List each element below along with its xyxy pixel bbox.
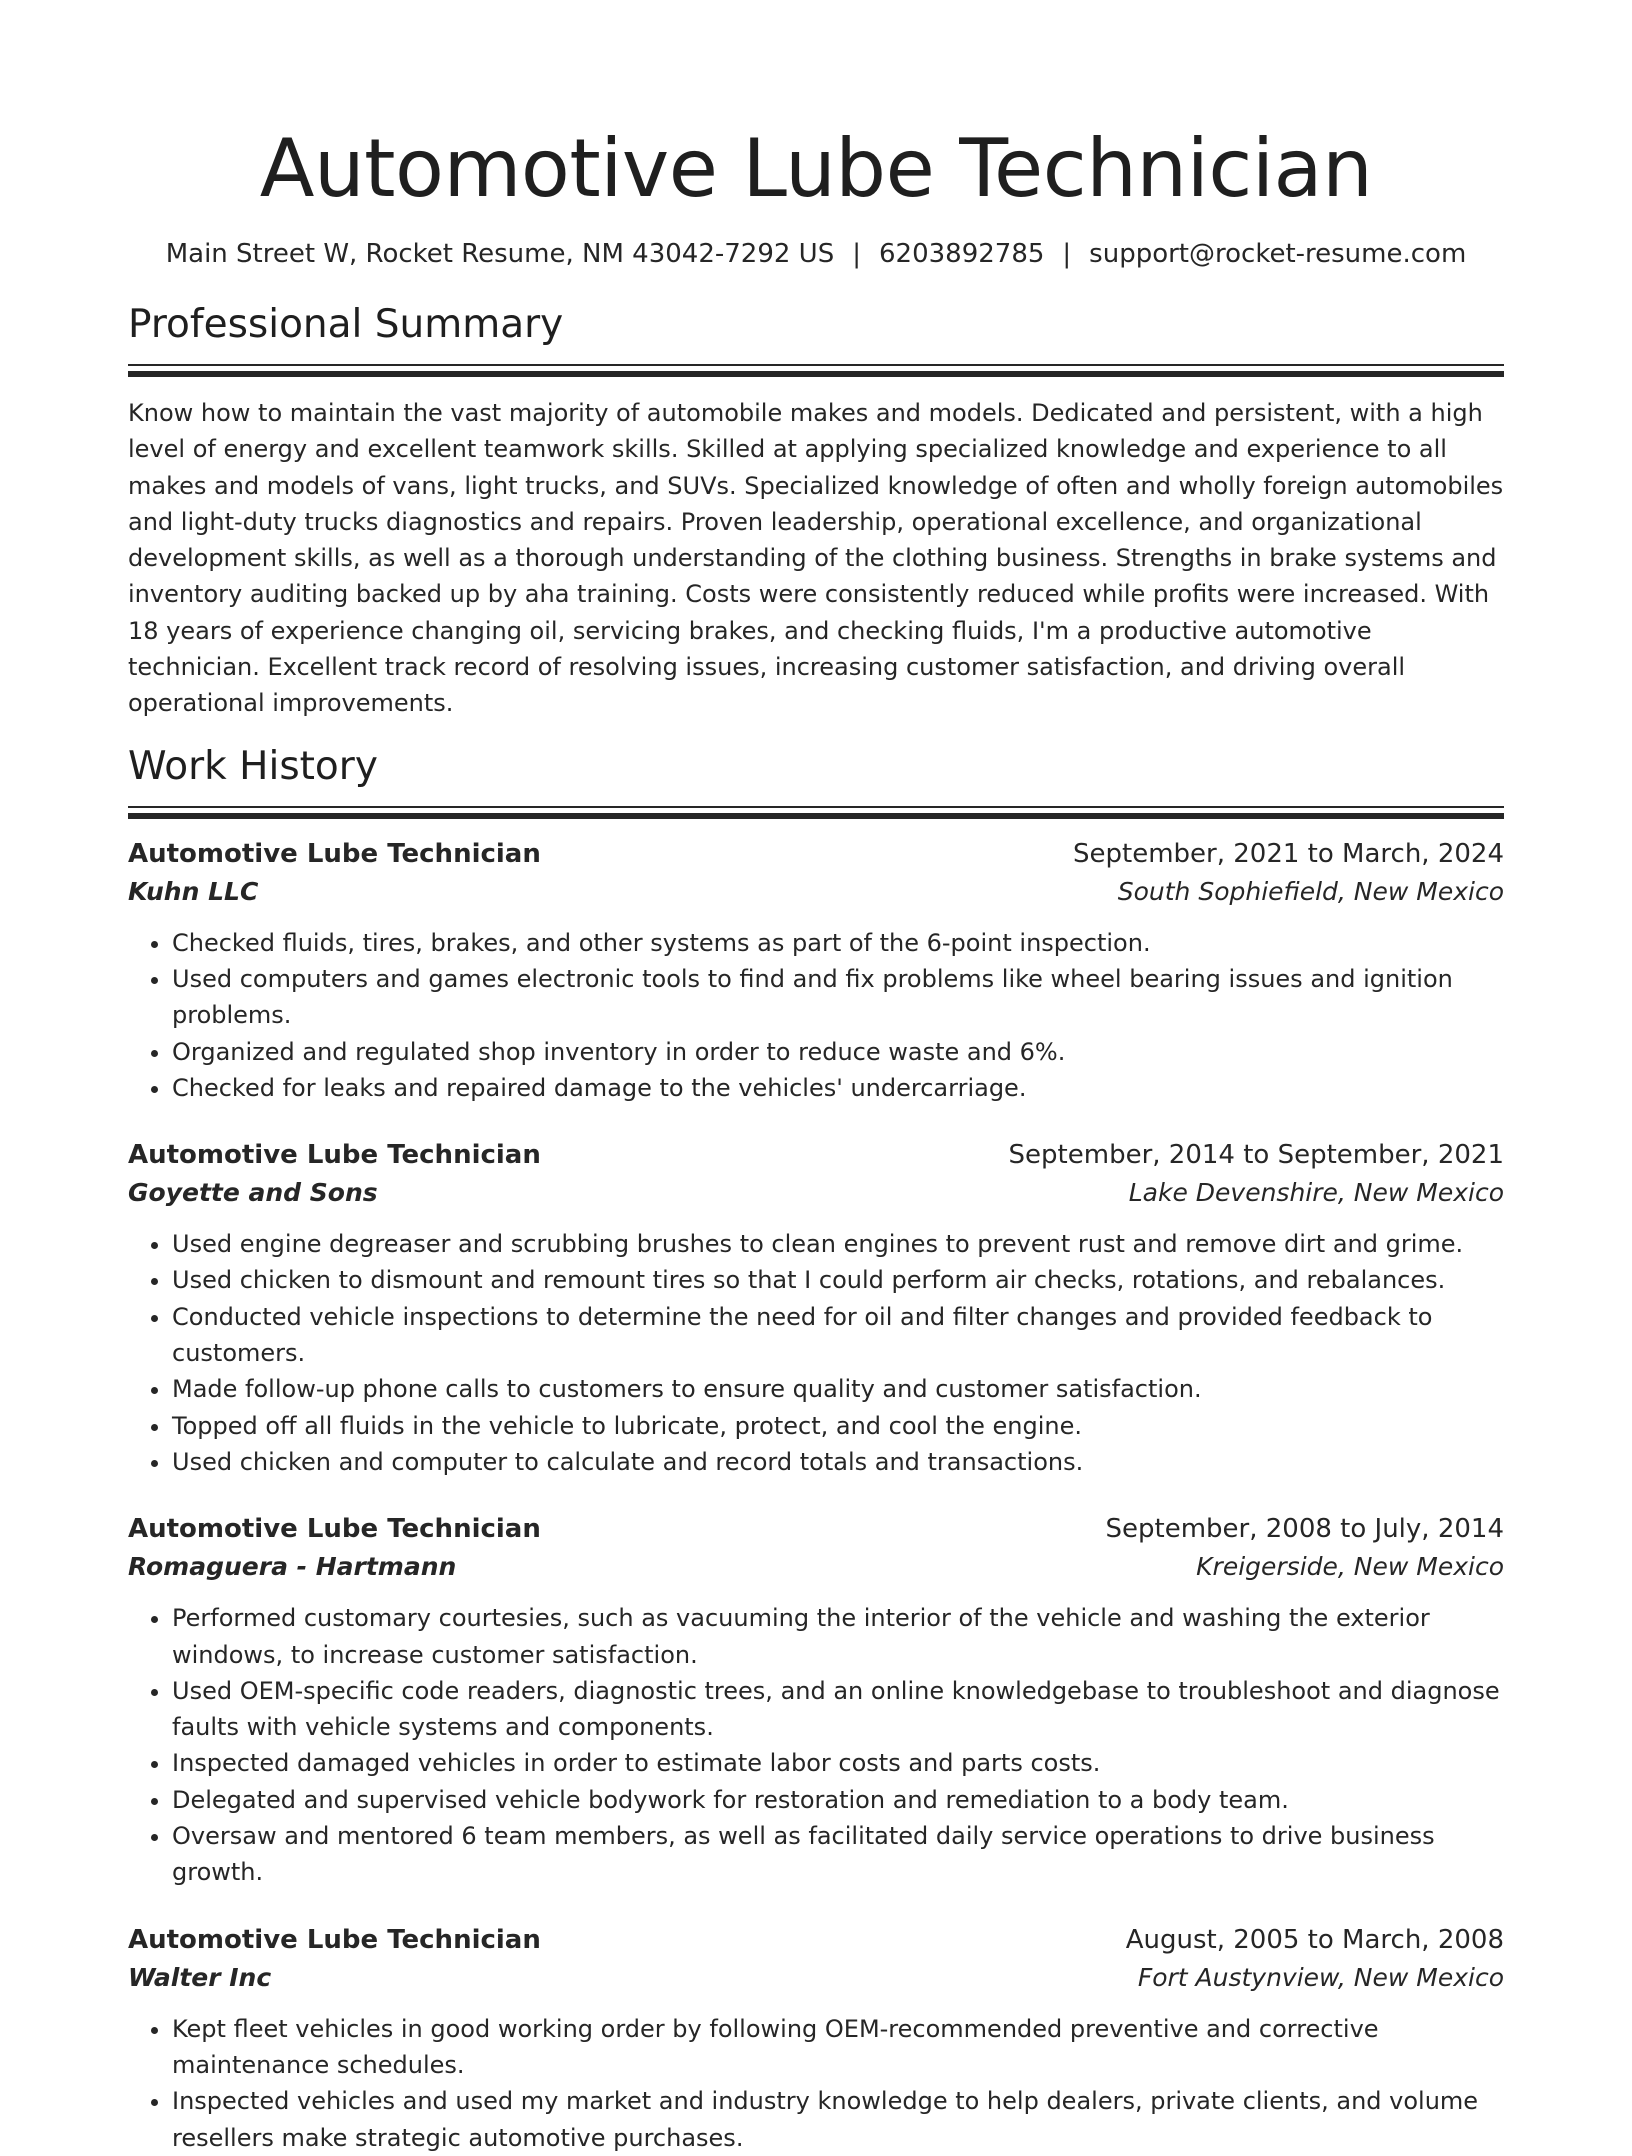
job-title: Automotive Lube Technician	[128, 838, 541, 869]
job-location: Lake Devenshire, New Mexico	[1128, 1178, 1504, 1208]
job-dates: August, 2005 to March, 2008	[1125, 1924, 1504, 1955]
resume-name: Automotive Lube Technician	[259, 122, 1373, 215]
work-section	[128, 742, 1504, 2156]
job-bullet: • Used chicken to dismount and remount tires so that I could perform air checks, rotations, and rebalances.	[172, 1262, 1504, 1298]
job-company-row	[128, 1959, 1504, 1997]
job-bullets	[128, 925, 1504, 1106]
job-bullet: • Delegated and supervised vehicle bodywork for restoration and remediation to a body team.	[172, 1782, 1504, 1818]
job-location: South Sophiefield, New Mexico	[1117, 876, 1504, 906]
summary-section	[128, 300, 1504, 722]
job-company: Goyette and Sons	[128, 1178, 378, 1208]
section-divider	[128, 364, 1504, 366]
job-dates: September, 2014 to September, 2021	[1008, 1140, 1504, 1171]
contact-separator: |	[1062, 239, 1072, 269]
job-bullet: • Inspected vehicles and used my market and industry knowledge to help dealers, private clients, and volume resellers make strategic automotive purchases.	[172, 2083, 1504, 2156]
job-header-row	[128, 1136, 1504, 1174]
job-title: Automotive Lube Technician	[128, 1924, 541, 1955]
job-company: Romaguera - Hartmann	[128, 1552, 457, 1582]
job-bullet: • Used computers and games electronic tools to find and fix problems like wheel bearing issues and ignition problems.	[172, 961, 1504, 1034]
summary-text: Know how to maintain the vast majority of automobile makes and models. Dedicated and persistent, with a high level of energy and excellent teamwork skills. Skilled at applying specialized knowledge and experience to all makes and models of vans, light trucks, and SUVs. Specialized knowledge of often and wholly foreign automobiles and light-duty trucks diagnostics and repairs. Proven leadership, operational excellence, and organizational development skills, as well as a thorough understanding of the clothing business. Strengths in brake systems and inventory auditing backed up by aha training. Costs were consistently reduced while profits were increased. With 18 years of experience changing oil, servicing brakes, and checking fluids, I'm a productive automotive technician. Excellent track record of resolving issues, increasing customer satisfaction, and driving overall operational improvements.	[128, 399, 1504, 718]
job-title: Automotive Lube Technician	[128, 1140, 541, 1171]
job-bullet: • Checked for leaks and repaired damage to the vehicles' undercarriage.	[172, 1070, 1504, 1106]
job-entry	[128, 835, 1504, 1106]
contact-address: Main Street W, Rocket Resume, NM 43042-7292 US	[165, 239, 835, 269]
job-dates: September, 2021 to March, 2024	[1073, 838, 1504, 869]
resume-page	[128, 0, 1504, 2156]
job-bullet: • Checked fluids, tires, brakes, and other systems as part of the 6-point inspection.	[172, 925, 1504, 961]
contact-email: support@rocket-resume.com	[1089, 239, 1467, 269]
job-bullet: • Performed customary courtesies, such as vacuuming the interior of the vehicle and washing the exterior windows, to increase customer satisfaction.	[172, 1600, 1504, 1673]
job-entry	[128, 1136, 1504, 1480]
job-bullet: • Conducted vehicle inspections to determine the need for oil and filter changes and provided feedback to customers.	[172, 1299, 1504, 1372]
job-header-row	[128, 835, 1504, 873]
job-bullets	[128, 1600, 1504, 1890]
job-bullet: • Oversaw and mentored 6 team members, as well as facilitated daily service operations to drive business growth.	[172, 1818, 1504, 1891]
section-divider	[128, 806, 1504, 808]
job-location: Fort Austynview, New Mexico	[1137, 1962, 1504, 1992]
job-company-row	[128, 1548, 1504, 1586]
section-title-work: Work History	[128, 743, 378, 789]
job-bullet: • Topped off all fluids in the vehicle to lubricate, protect, and cool the engine.	[172, 1408, 1504, 1444]
job-company: Kuhn LLC	[128, 876, 259, 906]
contact-phone: 6203892785	[878, 239, 1045, 269]
contact-separator: |	[852, 239, 861, 269]
job-entry	[128, 1510, 1504, 1890]
job-bullet: • Used engine degreaser and scrubbing brushes to clean engines to prevent rust and remove dirt and grime.	[172, 1226, 1504, 1262]
job-bullets	[128, 1226, 1504, 1480]
job-company-row	[128, 1174, 1504, 1212]
contact-line	[128, 236, 1504, 272]
job-company: Walter Inc	[128, 1962, 272, 1992]
job-entry	[128, 1921, 1504, 2156]
section-title-summary: Professional Summary	[128, 302, 564, 347]
job-bullet: • Used OEM-specific code readers, diagnostic trees, and an online knowledgebase to troubleshoot and diagnose faults with vehicle systems and components.	[172, 1673, 1504, 1746]
job-bullet: • Used chicken and computer to calculate and record totals and transactions.	[172, 1444, 1504, 1480]
job-header-row	[128, 1510, 1504, 1548]
job-location: Kreigerside, New Mexico	[1196, 1552, 1504, 1582]
job-bullet: • Inspected damaged vehicles in order to estimate labor costs and parts costs.	[172, 1745, 1504, 1781]
job-company-row	[128, 873, 1504, 911]
section-divider-thick	[128, 813, 1504, 819]
job-bullet: • Made follow-up phone calls to customers to ensure quality and customer satisfaction.	[172, 1371, 1504, 1407]
section-divider-thick	[128, 371, 1504, 377]
job-dates: September, 2008 to July, 2014	[1105, 1514, 1504, 1545]
job-header-row	[128, 1921, 1504, 1959]
job-bullet: • Organized and regulated shop inventory in order to reduce waste and 6%.	[172, 1034, 1504, 1070]
job-title: Automotive Lube Technician	[128, 1514, 541, 1545]
job-bullets	[128, 2011, 1504, 2156]
job-bullet: • Kept fleet vehicles in good working order by following OEM-recommended preventive and corrective maintenance schedules.	[172, 2011, 1504, 2084]
